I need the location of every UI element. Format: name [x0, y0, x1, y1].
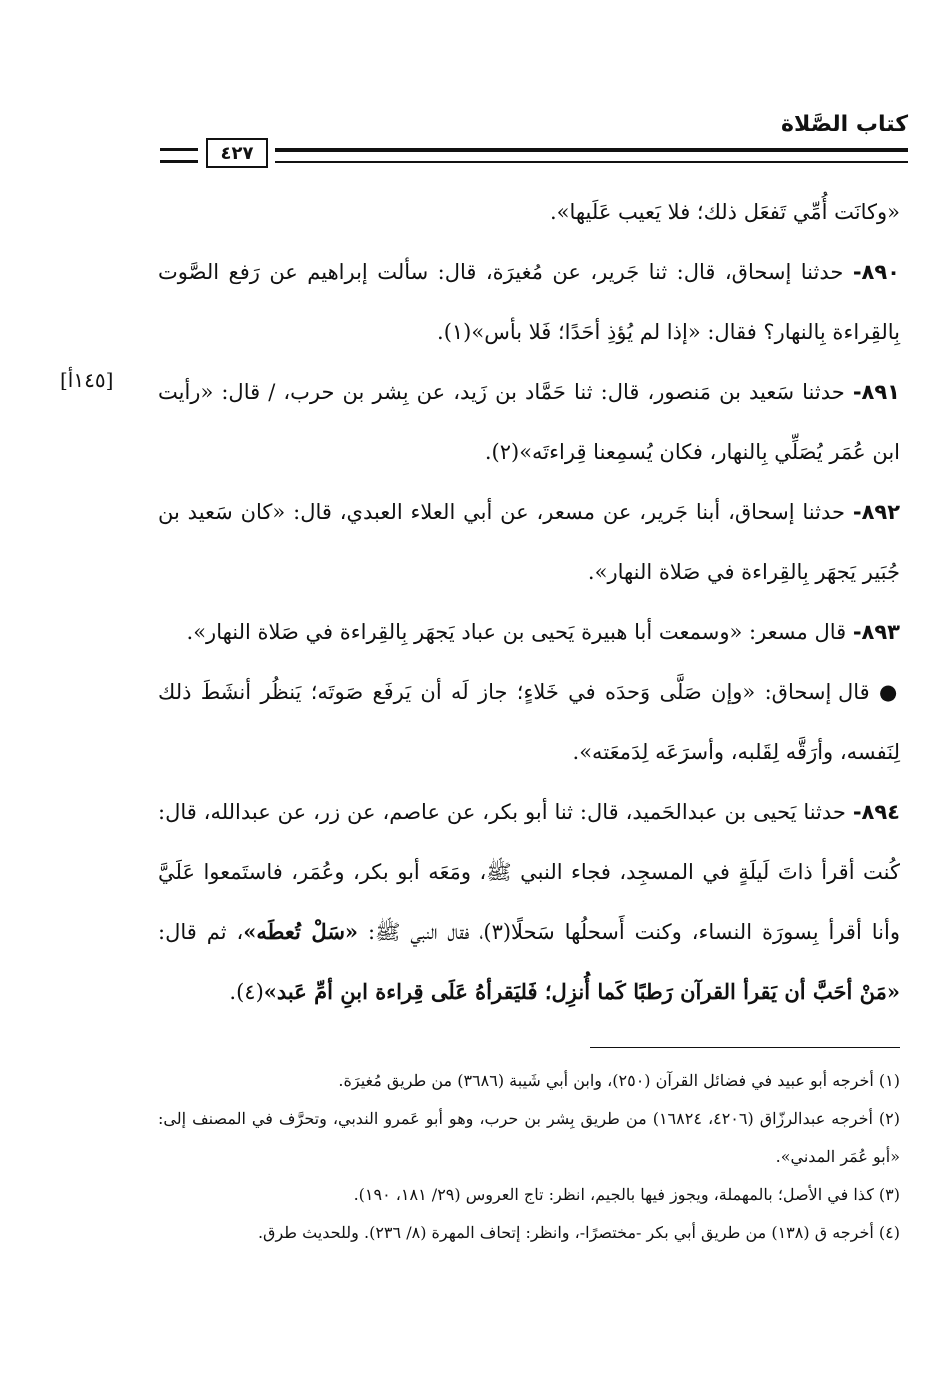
book-title: كتاب الصَّلاة: [781, 112, 908, 137]
footnote-3: (٣) كذا في الأصل؛ بالمهملة، ويجوز فيها بالجيم، انظر: تاج العروس (٢٩/ ١٨١، ١٩٠).: [353, 1185, 900, 1204]
main-text: [158, 182, 900, 1022]
hadith-text: حدثنا سَعيد بن مَنصور، قال: ثنا حَمَّاد بن زَيد، عن بِشر بن حرب، / قال: «رأيت ابن عُمَر يُصَلِّي بِالنهار، فكان يُسمِعنا قِراءتَه»(٢).: [158, 380, 900, 464]
hadith-text: حدثنا يَحيى بن عبدالحَميد، قال: ثنا أبو بكر، عن عاصم، عن زر، عن عبدالله، قال: كُنت أقرأ ذاتَ لَيلَةٍ في المسجِد، فجاء النبي ﷺ، ومَعَه أبو بكر، وعُمَر، فاستَمعوا عَلَيَّ وأنا أقرأ بِسورَة النساء، وكنت أَسحلُها سَحلًا(٣)، فقال النبي ﷺ:: [158, 800, 900, 944]
continuation-line: «وكانَت أُمِّي تَفعَل ذلك؛ فلا يَعيب عَلَيها».: [549, 200, 900, 224]
footnotes: [158, 1062, 900, 1252]
hadith-text-end: (٤).: [229, 980, 264, 1004]
header-rule-short: [160, 148, 198, 163]
footnote-1: (١) أخرجه أبو عبيد في فضائل القرآن (٢٥٠)، وابن أبي شَيبة (٣٦٨٦) من طريق مُغيرَة.: [338, 1071, 900, 1090]
hadith-number: ٨٩٣-: [852, 620, 900, 644]
prophet-quote: «سَلْ تُعطَه»: [243, 919, 359, 944]
page-number: ٤٢٧: [206, 138, 268, 168]
margin-folio-ref: [١٤٥أ]: [60, 368, 114, 392]
header-rule: [275, 148, 908, 163]
hadith-891: [158, 362, 900, 482]
hadith-text: قال مسعر: «وسمعت أبا هبيرة يَحيى بن عباد يَجهَر بِالقِراءة في صَلاة النهار».: [186, 620, 847, 644]
footnote-separator: [590, 1047, 900, 1048]
bullet-icon: ●: [879, 680, 900, 704]
statement-text: قال إسحاق: «وإن صَلَّى وَحدَه في خَلاءٍ؛ جاز لَه أن يَرفَع صَوتَه؛ يَنظُر أنشَطَ ذلك لِنَفسه، وأرَقَّه لِقَلبه، وأسرَعَه لِدَمعَته».: [158, 680, 900, 764]
page-header: [160, 110, 908, 164]
hadith-890: [158, 242, 900, 362]
hadith-text: حدثنا إسحاق، أبنا جَرير، عن مسعر، عن أبي العلاء العبدي، قال: «كان سَعيد بن جُبَير يَجهَر بِالقِراءة في صَلاة النهار».: [158, 500, 900, 584]
hadith-number: ٨٩٤-: [852, 800, 900, 824]
hadith-892: [158, 482, 900, 602]
hadith-number: ٨٩١-: [852, 380, 900, 404]
ishaq-statement: [158, 662, 900, 782]
hadith-893: [158, 602, 900, 662]
hadith-text-cont: ، ثم قال:: [158, 920, 244, 944]
hadith-894: [158, 782, 900, 1022]
hadith-number: ٨٩٢-: [852, 500, 901, 524]
hadith-number: ٨٩٠-: [852, 260, 900, 284]
footnote-4: (٤) أخرجه ق (١٣٨) من طريق أبي بكر -مختصرًا-، وانظر: إتحاف المهرة (٨/ ٢٣٦). وللحديث طرق.: [257, 1223, 900, 1242]
hadith-text: حدثنا إسحاق، قال: ثنا جَرير، عن مُغيرَة، قال: سألت إبراهيم عن رَفع الصَّوت بِالقِراءة بِالنهار؟ فقال: «إذا لم يُؤذِ أحَدًا؛ فَلا بأس»(١).: [158, 260, 900, 344]
footnote-2: (٢) أخرجه عبدالرزّاق (٤٢٠٦، ١٦٨٢٤) من طريق بِشر بن حرب، وهو أبو عَمرو الندبي، وتحرَّف في المصنف إلى: «أبو عُمَر المدني».: [158, 1109, 901, 1166]
prophet-quote: «مَنْ أحَبَّ أن يَقرأ القرآن رَطبًا كَما أُنزِل؛ فَليَقرأهُ عَلَى قِراءة ابنِ أمِّ عَبد»: [263, 979, 900, 1004]
